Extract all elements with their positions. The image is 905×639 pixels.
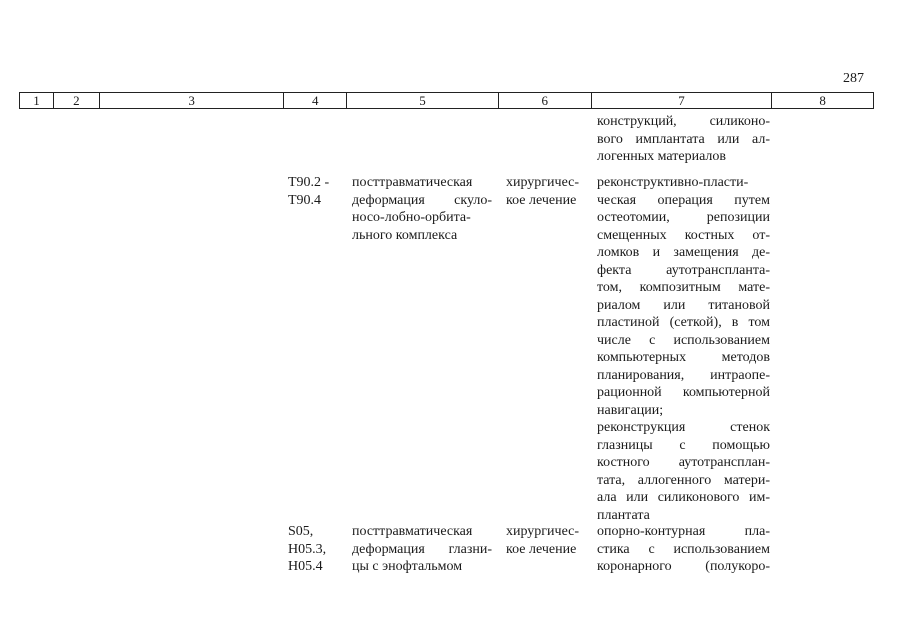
page-number: 287 <box>843 71 864 86</box>
row-1-code: T90.2 - <box>288 175 330 190</box>
header-col-8: 8 <box>819 92 826 108</box>
row-1-diagnosis-line: посттравматическая <box>352 175 473 190</box>
header-col-7: 7 <box>592 93 773 108</box>
row-2-method-line: стика с использованием <box>597 541 770 557</box>
row-0-method-line: вого имплантата или ал- <box>597 131 770 147</box>
row-2-treatment <box>506 523 596 558</box>
row-0-method-line: конструкций, силиконо- <box>597 114 770 129</box>
row-1-method-line: том, композитным мате- <box>597 280 770 295</box>
header-col-2: 2 <box>54 93 100 108</box>
row-2-treatment-line: кое лечение <box>506 541 577 557</box>
row-1-diagnosis-line: деформация скуло- <box>352 192 492 208</box>
row-1-method-line: ала или силиконового им- <box>597 490 770 505</box>
table-header-row <box>19 92 874 109</box>
header-col-5: 5 <box>347 93 499 108</box>
row-2-diagnosis-line: цы с энофтальмом <box>352 559 463 574</box>
row-1-method-line: числе с использованием <box>597 332 770 348</box>
header-col-3: 3 <box>100 93 285 108</box>
header-col-1: 1 <box>20 93 54 108</box>
row-1-method-line: плантата <box>597 507 650 523</box>
row-2-codes <box>288 523 348 576</box>
row-2-method-line: коронарного (полукоро- <box>597 559 770 574</box>
row-1-method-line: рационной компьютерной <box>597 385 770 400</box>
row-0-method-line: логенных материалов <box>597 149 727 164</box>
row-1-method-line: навигации; <box>597 402 664 418</box>
row-2-diagnosis-line: посттравматическая <box>352 524 473 539</box>
row-1-method-line: костного аутотрансплан- <box>597 455 770 470</box>
row-1-method-line: ломков и замещения де- <box>597 245 770 260</box>
row-1-codes <box>288 174 348 209</box>
row-2-diagnosis <box>352 523 492 576</box>
row-1-method-line: реконструкция стенок <box>597 420 770 435</box>
header-col-6: 6 <box>499 93 592 108</box>
row-1-method-line: ческая операция путем <box>597 192 770 208</box>
row-2-code: S05, <box>288 524 314 539</box>
row-0-method <box>597 113 770 166</box>
row-1-treatment-line: кое лечение <box>506 192 577 208</box>
row-2-method-line: опорно-контурная пла- <box>597 524 770 539</box>
row-1-method-line: фекта аутотранспланта- <box>597 262 770 278</box>
row-1-method <box>597 174 770 524</box>
row-2-diagnosis-line: деформация глазни- <box>352 541 492 557</box>
row-1-method-line: пластиной (сеткой), в том <box>597 315 770 330</box>
row-1-method-line: реконструктивно-пласти- <box>597 175 749 190</box>
header-col-4: 4 <box>284 93 347 108</box>
row-1-method-line: остеотомии, репозиции <box>597 210 770 225</box>
row-1-code: T90.4 <box>288 192 322 208</box>
row-1-method-line: смещенных костных от- <box>597 227 770 243</box>
row-2-code: H05.4 <box>288 559 323 574</box>
row-2-method <box>597 523 770 576</box>
row-1-treatment <box>506 174 596 209</box>
row-1-method-line: тата, аллогенного матери- <box>597 472 770 488</box>
row-1-method-line: риалом или титановой <box>597 297 770 313</box>
row-2-code: H05.3, <box>288 541 327 557</box>
row-1-method-line: планирования, интраопе- <box>597 367 770 383</box>
row-1-diagnosis-line: льного комплекса <box>352 227 458 243</box>
row-1-diagnosis <box>352 174 492 244</box>
row-1-diagnosis-line: носо-лобно-орбита- <box>352 210 471 225</box>
row-1-method-line: глазницы с помощью <box>597 437 770 453</box>
row-2-treatment-line: хирургичес- <box>506 524 580 539</box>
row-1-method-line: компьютерных методов <box>597 350 770 365</box>
row-1-treatment-line: хирургичес- <box>506 175 580 190</box>
